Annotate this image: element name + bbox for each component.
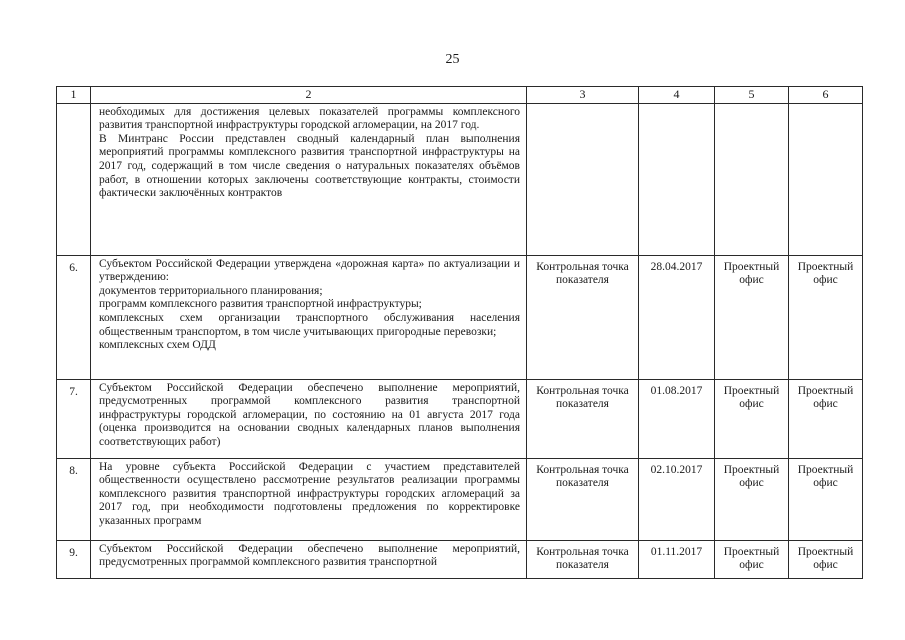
column-header: 4: [639, 87, 715, 104]
row-number: 8.: [57, 458, 91, 540]
description-paragraph: комплексных схем организации транспортного обслуживания населения общественным транспортом, в том числе учитывающих пригородные перевозки;: [99, 311, 520, 338]
column-header: 5: [715, 87, 789, 104]
description-paragraph: документов территориального планирования;: [99, 284, 323, 297]
description-paragraph: программ комплексного развития транспортной инфраструктуры;: [99, 298, 422, 311]
table-row: [57, 540, 863, 578]
row-date: 01.08.2017: [639, 379, 715, 458]
row-number: 6.: [57, 255, 91, 379]
column-header: 2: [91, 87, 527, 104]
description-paragraph: необходимых для достижения целевых показателей программы комплексного развития транспортной инфраструктуры городской агломерации, на 2017 год.: [99, 105, 520, 132]
row-description: [91, 379, 527, 458]
row-executor: Проектный офис: [715, 379, 789, 458]
row-responsible: Проектный офис: [789, 255, 863, 379]
row-executor: Проектный офис: [715, 540, 789, 578]
row-number: 9.: [57, 540, 91, 578]
row-type: [527, 103, 639, 255]
row-type: Контрольная точка показателя: [527, 458, 639, 540]
description-paragraph: На уровне субъекта Российской Федерации с участием представителей общественности осуществлено рассмотрение результатов реализации программы комплексного развития транспортной инфраструктуры городских агломераций за 2017 год, при необходимости подготовлены предложения по корректировке указанных программ: [99, 460, 520, 527]
row-date: 02.10.2017: [639, 458, 715, 540]
table-row: [57, 103, 863, 255]
description-paragraph: Субъектом Российской Федерации обеспечено выполнение мероприятий, предусмотренных программой комплексного развития транспортной: [99, 542, 520, 569]
table-row: [57, 379, 863, 458]
row-executor: Проектный офис: [715, 458, 789, 540]
table-row: [57, 255, 863, 379]
row-description: [91, 458, 527, 540]
row-description: [91, 103, 527, 255]
column-header: 1: [57, 87, 91, 104]
row-description: [91, 255, 527, 379]
description-paragraph: комплексных схем ОДД: [99, 339, 216, 352]
row-responsible: Проектный офис: [789, 540, 863, 578]
row-date: [639, 103, 715, 255]
description-paragraph: Субъектом Российской Федерации утверждена «дорожная карта» по актуализации и утверждению:: [99, 257, 520, 284]
row-type: Контрольная точка показателя: [527, 255, 639, 379]
row-number: [57, 103, 91, 255]
table-row: [57, 458, 863, 540]
table-header-row: [57, 87, 863, 104]
row-type: Контрольная точка показателя: [527, 379, 639, 458]
row-date: 28.04.2017: [639, 255, 715, 379]
column-header: 3: [527, 87, 639, 104]
description-paragraph: В Минтранс России представлен сводный календарный план выполнения мероприятий программы комплексного развития транспортной инфраструктуры на 2017 год, содержащий в том числе сведения о натуральных показателях объёмов работ, в отношении которых заключены соответствующие контракты, стоимости фактически заключённых контрактов: [99, 132, 520, 200]
row-executor: Проектный офис: [715, 255, 789, 379]
row-responsible: Проектный офис: [789, 379, 863, 458]
row-type: Контрольная точка показателя: [527, 540, 639, 578]
row-description: [91, 540, 527, 578]
row-date: 01.11.2017: [639, 540, 715, 578]
row-executor: [715, 103, 789, 255]
page-number: 25: [445, 52, 460, 67]
row-responsible: [789, 103, 863, 255]
row-responsible: Проектный офис: [789, 458, 863, 540]
column-header: 6: [789, 87, 863, 104]
description-paragraph: Субъектом Российской Федерации обеспечено выполнение мероприятий, предусмотренных программой комплексного развития транспортной инфраструктуры городской агломерации, по состоянию на 01 августа 2017 года (оценка производится на основании сводных календарных планов выполнения соответствующих работ): [99, 381, 520, 448]
plan-table: [56, 86, 863, 579]
row-number: 7.: [57, 379, 91, 458]
